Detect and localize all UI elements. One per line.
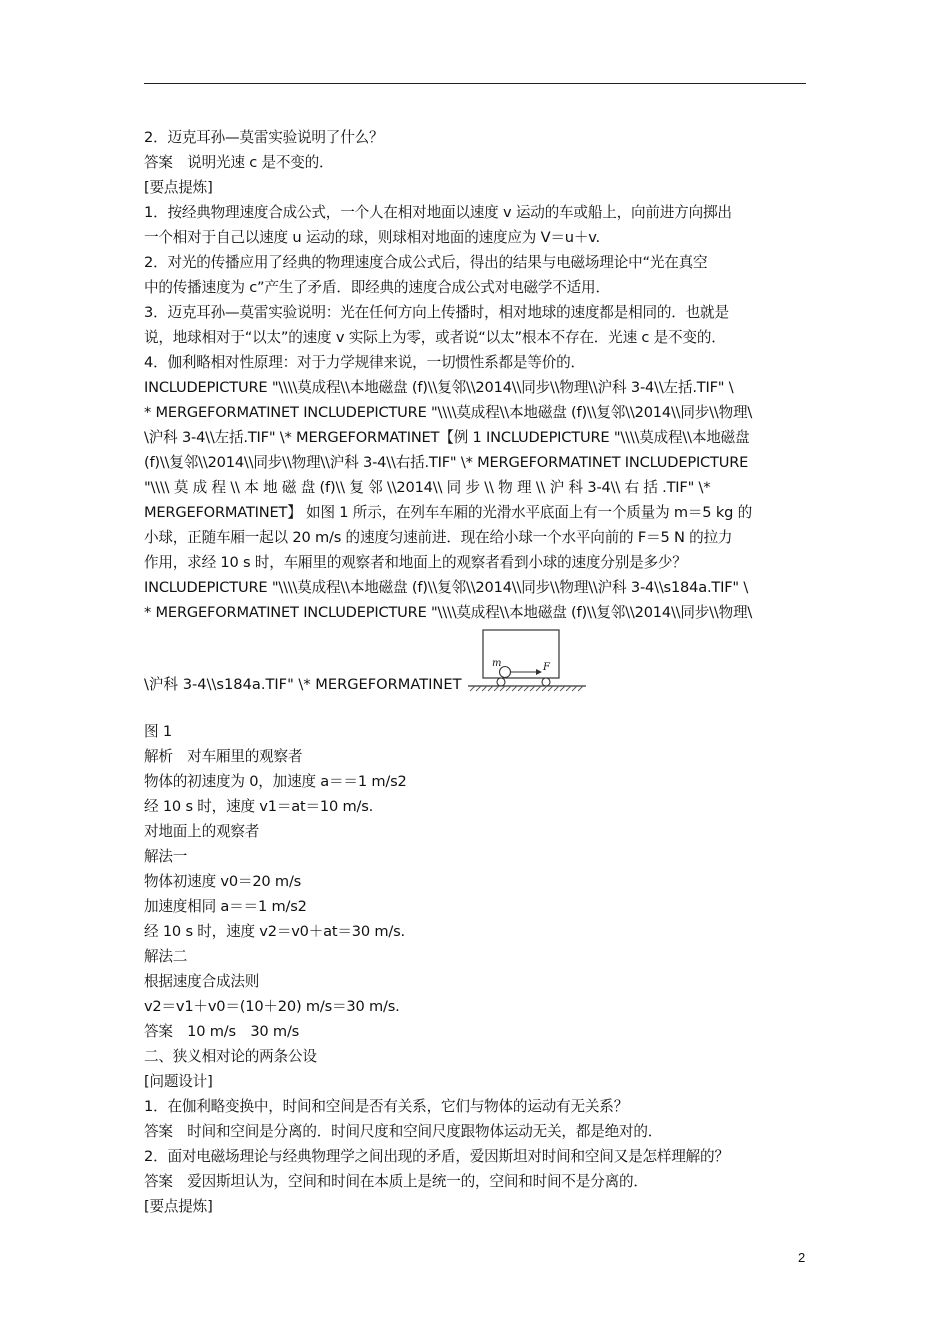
- mass-label: m: [492, 658, 502, 669]
- field-code-line: INCLUDEPICTURE "\\\\莫成程\\本地磁盘 (f)\\复邻\\2014\\同步\\物理\\沪科 3-4\\s184a.TIF" \: [144, 579, 749, 596]
- text-line: 物体的初速度为 0，加速度 a＝＝1 m/s2: [144, 773, 407, 790]
- field-code-line: "\\\\ 莫 成 程 \\ 本 地 磁 盘 (f)\\ 复 邻 \\2014\\ 同 步 \\ 物 理 \\ 沪 科 3-4\\ 右 括 .TIF" \*: [144, 479, 711, 496]
- text-line: 说，地球相对于“以太”的速度 v 实际上为零，或者说“以太”根本不存在．光速 c 是不变的．: [144, 329, 726, 346]
- text-line: [要点提炼]: [144, 179, 213, 196]
- text-line: v2＝v1＋v0＝(10＋20) m/s＝30 m/s.: [144, 998, 400, 1015]
- text-line: 1．在伽利略变换中，时间和空间是否有关系，它们与物体的运动有无关系？: [144, 1098, 629, 1115]
- wheel-icon: [497, 678, 505, 686]
- text-line: 经 10 s 时，速度 v1＝at＝10 m/s.: [144, 798, 374, 815]
- text-line: 一个相对于自己以速度 u 运动的球，则球相对地面的速度应为 V＝u＋v.: [144, 229, 600, 246]
- section-heading: 二、狭义相对论的两条公设: [144, 1048, 317, 1065]
- text-line: 物体初速度 v0＝20 m/s: [144, 873, 302, 890]
- page-number: 2: [798, 1250, 806, 1265]
- text-line: 根据速度合成法则: [144, 973, 260, 990]
- train-car-figure: [462, 628, 592, 696]
- text-line: 中的传播速度为 c”产生了矛盾．即经典的速度合成公式对电磁学不适用．: [144, 279, 610, 296]
- text-line: 1．按经典物理速度合成公式，一个人在相对地面以速度 v 运动的车或船上，向前进方向掷出: [144, 204, 732, 221]
- text-line: 4．伽利略相对性原理：对于力学规律来说，一切惯性系都是等价的．: [144, 354, 585, 371]
- text-line: 2．对光的传播应用了经典的物理速度合成公式后，得出的结果与电磁场理论中“光在真空: [144, 254, 708, 271]
- ground-hatch: [470, 686, 583, 691]
- figure-caption: 图 1: [144, 723, 172, 740]
- example-text-line: 小球，正随车厢一起以 20 m/s 的速度匀速前进．现在给小球一个水平向前的 F＝5 N 的拉力: [144, 529, 733, 546]
- force-label: F: [543, 662, 550, 673]
- field-code-line: \沪科 3-4\\s184a.TIF" \* MERGEFORMATINET: [144, 676, 462, 693]
- text-line: 答案 爱因斯坦认为，空间和时间在本质上是统一的，空间和时间不是分离的．: [144, 1173, 648, 1190]
- force-arrow-icon: [536, 669, 542, 675]
- text-line: 解法二: [144, 948, 188, 965]
- text-line: 2．面对电磁场理论与经典物理学之间出现的矛盾，爱因斯坦对时间和空间又是怎样理解的？: [144, 1148, 729, 1165]
- field-code-line: (f)\\复邻\\2014\\同步\\物理\\沪科 3-4\\右括.TIF" \* MERGEFORMATINET INCLUDEPICTURE: [144, 454, 749, 471]
- field-code-line: * MERGEFORMATINET INCLUDEPICTURE "\\\\莫成程\\本地磁盘 (f)\\复邻\\2014\\同步\\物理\: [144, 604, 753, 621]
- text-line: 答案 时间和空间是分离的．时间尺度和空间尺度跟物体运动无关，都是绝对的．: [144, 1123, 663, 1140]
- text-line: 解法一: [144, 848, 188, 865]
- wheel-icon: [542, 678, 550, 686]
- figure-row: [144, 625, 806, 697]
- example-text-line: MERGEFORMATINET】 如图 1 所示，在列车车厢的光滑水平底面上有一个质量为 m＝5 kg 的: [144, 504, 752, 521]
- field-code-line: * MERGEFORMATINET INCLUDEPICTURE "\\\\莫成程\\本地磁盘 (f)\\复邻\\2014\\同步\\物理\: [144, 404, 753, 421]
- text-line: 答案 说明光速 c 是不变的．: [144, 154, 334, 171]
- text-line: 对地面上的观察者: [144, 823, 260, 840]
- text-line: [问题设计]: [144, 1073, 213, 1090]
- ball-icon: [500, 667, 511, 678]
- text-line: [要点提炼]: [144, 1198, 213, 1215]
- header-rule: [144, 83, 806, 84]
- field-code-line: \沪科 3-4\\左括.TIF" \* MERGEFORMATINET【例 1 INCLUDEPICTURE "\\\\莫成程\\本地磁盘: [144, 429, 750, 446]
- field-code-line: INCLUDEPICTURE "\\\\莫成程\\本地磁盘 (f)\\复邻\\2014\\同步\\物理\\沪科 3-4\\左括.TIF" \: [144, 379, 734, 396]
- example-text-line: 作用，求经 10 s 时，车厢里的观察者和地面上的观察者看到小球的速度分别是多少？: [144, 554, 687, 571]
- text-line: 经 10 s 时，速度 v2＝v0＋at＝30 m/s.: [144, 923, 405, 940]
- text-line: 加速度相同 a＝＝1 m/s2: [144, 898, 307, 915]
- text-line: 解析 对车厢里的观察者: [144, 748, 303, 765]
- text-line: 3．迈克耳孙—莫雷实验说明：光在任何方向上传播时，相对地球的速度都是相同的．也就是: [144, 304, 729, 321]
- document-body: [144, 125, 806, 1219]
- text-line: 2．迈克耳孙—莫雷实验说明了什么？: [144, 129, 384, 146]
- text-line: 答案 10 m/s 30 m/s: [144, 1023, 300, 1040]
